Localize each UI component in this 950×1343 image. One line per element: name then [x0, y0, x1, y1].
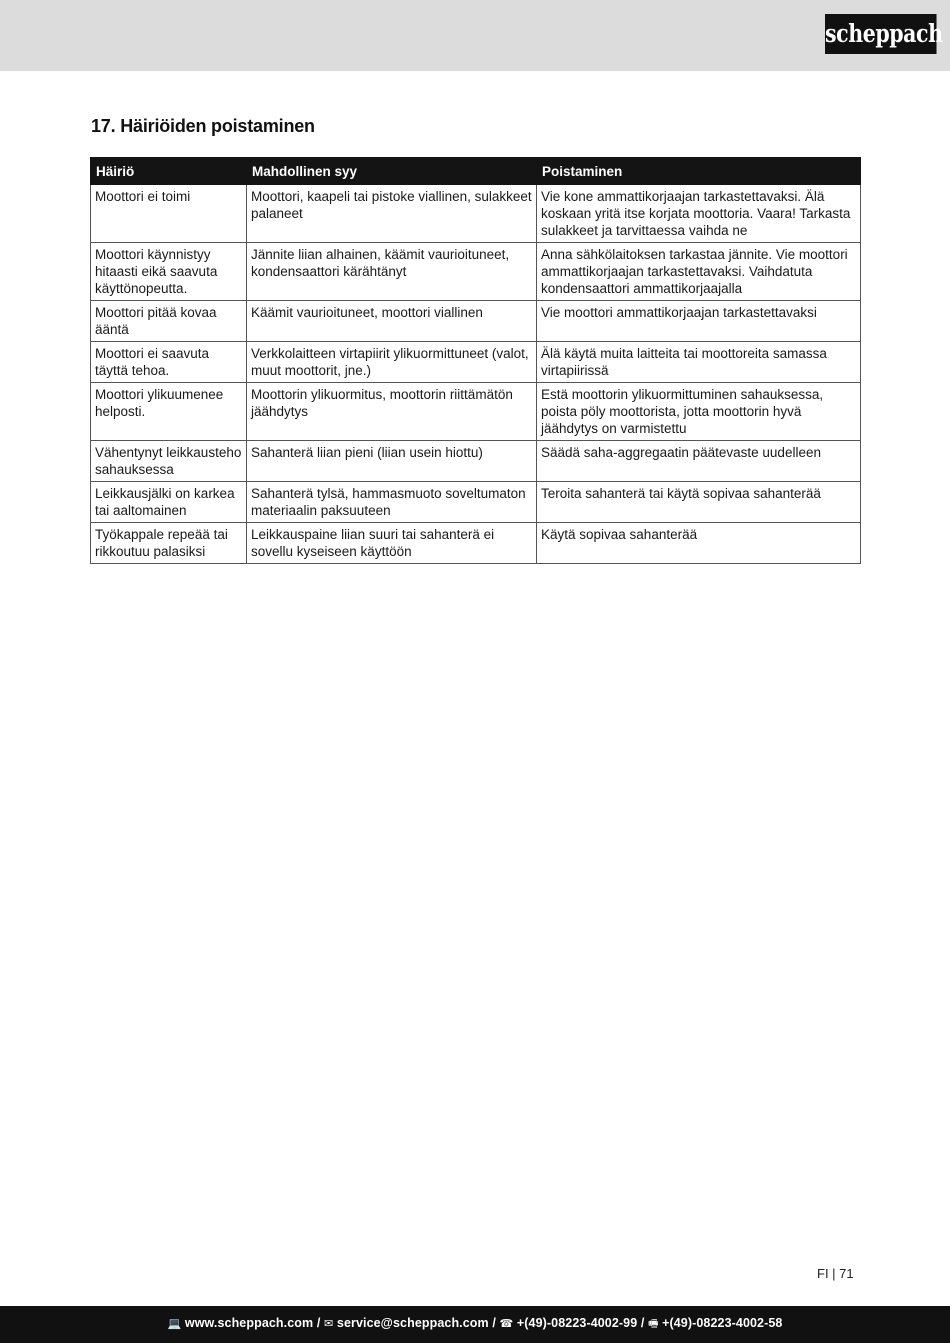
header-band — [0, 0, 950, 71]
cause-cell: Moottorin ylikuormitus, moottorin riittämätön jäähdytys — [247, 383, 537, 441]
footer-web[interactable]: www.scheppach.com — [184, 1316, 314, 1330]
fax-icon: 🖷 — [648, 1318, 659, 1330]
table-row — [91, 342, 861, 383]
remedy-cell: Vie kone ammattikorjaajan tarkastettavaksi. Älä koskaan yritä itse korjata moottoria. Vaara! Tarkasta sulakkeet ja tarvittaessa vaihda ne — [537, 185, 861, 243]
table-row — [91, 482, 861, 523]
footer-separator: / — [316, 1316, 321, 1330]
remedy-cell: Älä käytä muita laitteita tai moottoreita samassa virtapiirissä — [537, 342, 861, 383]
table-row — [91, 383, 861, 441]
table-row — [91, 243, 861, 301]
cause-cell: Leikkauspaine liian suuri tai sahanterä ei sovellu kyseiseen käyttöön — [247, 523, 537, 564]
fault-cell: Moottori käynnistyy hitaasti eikä saavuta käyttönopeutta. — [91, 243, 247, 301]
table-header-row — [91, 158, 861, 185]
fault-cell: Leikkausjälki on karkea tai aaltomainen — [91, 482, 247, 523]
page-number: FI | 71 — [817, 1266, 854, 1281]
cause-cell: Sahanterä tylsä, hammasmuoto soveltumaton materiaalin paksuuteen — [247, 482, 537, 523]
footer-email[interactable]: service@scheppach.com — [336, 1316, 489, 1330]
footer-separator: / — [640, 1316, 645, 1330]
cause-cell: Jännite liian alhainen, käämit vaurioituneet, kondensaattori kärähtänyt — [247, 243, 537, 301]
fault-cell: Työkappale repeää tai rikkoutuu palasiksi — [91, 523, 247, 564]
cause-cell: Sahanterä liian pieni (liian usein hiottu) — [247, 441, 537, 482]
table-row — [91, 441, 861, 482]
remedy-cell: Teroita sahanterä tai käytä sopivaa sahanterää — [537, 482, 861, 523]
computer-icon: 💻 — [167, 1318, 182, 1330]
mail-icon: ✉ — [323, 1318, 334, 1330]
fault-cell: Moottori pitää kovaa ääntä — [91, 301, 247, 342]
remedy-cell: Vie moottori ammattikorjaajan tarkastettavaksi — [537, 301, 861, 342]
remedy-cell: Säädä saha-aggregaatin päätevaste uudelleen — [537, 441, 861, 482]
fault-cell: Moottori ei toimi — [91, 185, 247, 243]
cause-cell: Moottori, kaapeli tai pistoke viallinen, sulakkeet palaneet — [247, 185, 537, 243]
remedy-cell: Estä moottorin ylikuormittuminen sahauksessa, poista pöly moottorista, jotta moottorin hyvä jäähdytys on varmistettu — [537, 383, 861, 441]
table-row — [91, 185, 861, 243]
fault-cell: Moottori ylikuumenee helposti. — [91, 383, 247, 441]
footer-fax: +(49)-08223-4002-58 — [662, 1316, 783, 1330]
remedy-cell: Käytä sopivaa sahanterää — [537, 523, 861, 564]
phone-icon: ☎ — [499, 1318, 514, 1330]
header-remedy: Poistaminen — [537, 158, 861, 185]
cause-cell: Käämit vaurioituneet, moottori viallinen — [247, 301, 537, 342]
section-title: 17. Häiriöiden poistaminen — [91, 116, 315, 136]
cause-cell: Verkkolaitteen virtapiirit ylikuormittuneet (valot, muut moottorit, jne.) — [247, 342, 537, 383]
brand-logo: scheppach — [825, 14, 937, 54]
footer-phone: +(49)-08223-4002-99 — [516, 1316, 638, 1330]
table-row — [91, 523, 861, 564]
fault-cell: Vähentynyt leikkausteho sahauksessa — [91, 441, 247, 482]
contact-footer — [0, 1306, 950, 1343]
troubleshooting-table — [90, 157, 861, 564]
remedy-cell: Anna sähkölaitoksen tarkastaa jännite. Vie moottori ammattikorjaajan tarkastettavaksi. Vaihdatuta kondensaattori ammattikorjaajalla — [537, 243, 861, 301]
fault-cell: Moottori ei saavuta täyttä tehoa. — [91, 342, 247, 383]
header-cause: Mahdollinen syy — [247, 158, 537, 185]
table-row — [91, 301, 861, 342]
header-fault: Häiriö — [91, 158, 247, 185]
footer-separator: / — [492, 1316, 496, 1330]
